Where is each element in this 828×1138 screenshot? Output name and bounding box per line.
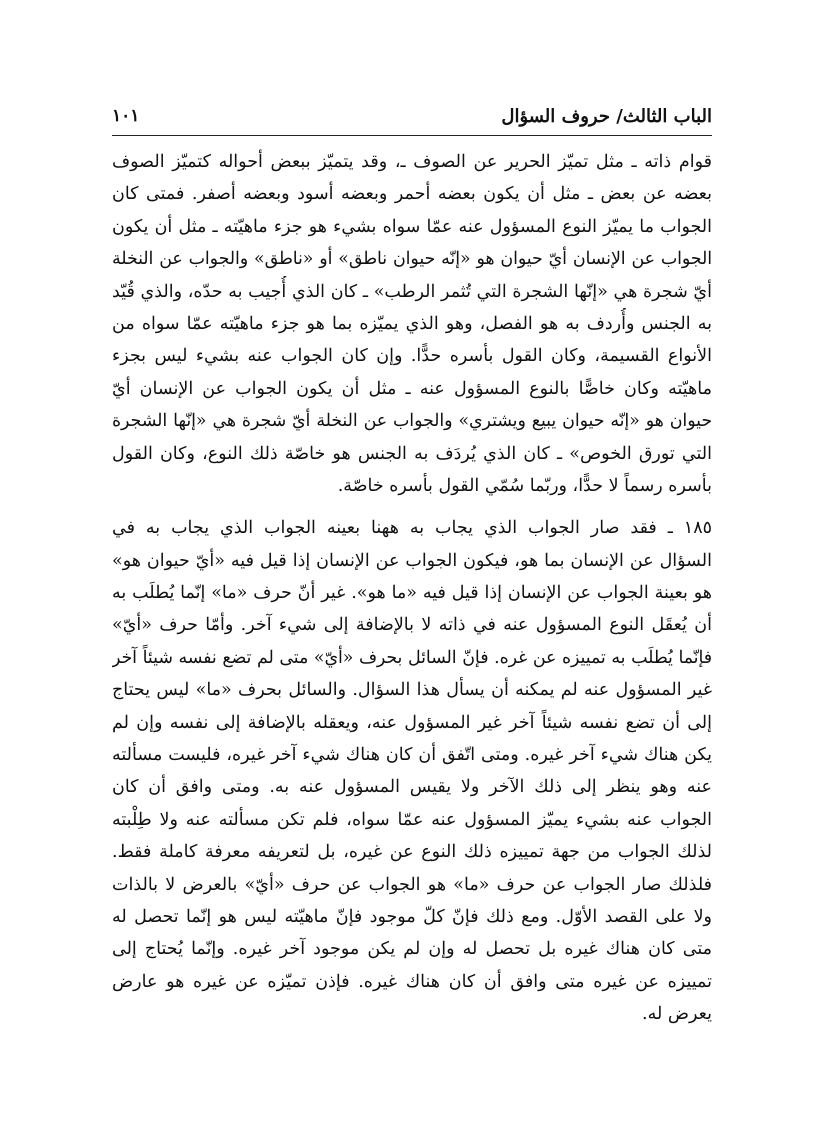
text-line: به الجنس وأُردف به هو الفصل، وهو الذي يميّزه بما هو جزء ماهيّته عمّا سواه من xyxy=(112,313,712,334)
text-line: الأنواع القسيمة، وكان القول بأسره حدًّا. وإن كان الجواب عنه بشيء ليس بجزء xyxy=(112,346,712,367)
text-line: غير المسؤول عنه لم يمكنه أن يسأل هذا السؤال. والسائل بحرف «ما» ليس يحتاج xyxy=(112,680,712,701)
header-rule xyxy=(112,135,712,136)
text-line: بعضه عن بعض ـ مثل أن يكون بعضه أحمر وبعضه أسود وبعضه أصفر. فمتى كان xyxy=(112,184,712,205)
text-line: بأسره رسماً لا حدًّا، وربّما سُمّي القول بأسره خاصّة. xyxy=(337,475,712,496)
body-text xyxy=(112,146,712,1031)
text-line: فلذلك صار الجواب عن حرف «ما» هو الجواب عن حرف «أيّ» بالعرض لا بالذات xyxy=(112,874,712,895)
text-line: إلى أن تضع نفسه شيئاً آخر غير المسؤول عنه، ويعقله بالإضافة إلى نفسه وإن لم xyxy=(112,712,712,733)
page-number: ١٠١ xyxy=(112,106,140,126)
text-line: متى كان هناك غيره بل تحصل له وإن لم يكن موجود آخر غيره. وإنّما يُحتاج إلى xyxy=(112,939,712,960)
text-line: الجواب ما يميّز النوع المسؤول عنه عمّا سواه بشيء هو جزء ماهيّته ـ مثل أن يكون xyxy=(112,216,712,237)
text-line: فإنّما يُطلَب به تمييزه عن غره. فإنّ السائل بحرف «أيّ» متى لم تضع نفسه شيئاً آخر xyxy=(112,647,712,668)
text-line: السؤال عن الإنسان بما هو، فيكون الجواب عن الإنسان إذا قيل فيه «أيّ حيوان هو» xyxy=(112,550,712,571)
text-line: ماهيّته وكان خاصًّا بالنوع المسؤول عنه ـ مثل أن يكون الجواب عن الإنسان أيّ xyxy=(112,378,712,399)
text-line: لذلك الجواب من جهة تمييزه ذلك النوع عن غيره، بل لتعريفه معرفة كاملة فقط. xyxy=(112,842,712,863)
text-line: أن يُعقَل النوع المسؤول عنه في ذاته لا بالإضافة إلى شيء آخر. وأمّا حرف «أيّ» xyxy=(112,615,712,636)
text-line: الجواب عنه بشيء يميّز المسؤول عنه عمّا سواه، فلم تكن مسألته عنه ولا طِلْبته xyxy=(112,809,712,830)
text-line: التي تورق الخوص» ـ كان الذي يُردَف به الجنس هو خاصّة ذلك النوع، وكان القول xyxy=(112,443,712,464)
text-line: قوام ذاته ـ مثل تميّز الحرير عن الصوف ـ، وقد يتميّز ببعض أحواله كتميّز الصوف xyxy=(112,152,712,172)
text-line: يعرض له. xyxy=(642,1004,712,1025)
paragraph-1 xyxy=(112,146,712,502)
paragraph-gap xyxy=(112,502,712,512)
paragraph-185 xyxy=(112,512,712,1030)
text-line: حيوان هو «إنّه حيوان يبيع ويشتري» والجواب عن النخلة أيّ شجرة هي «إنّها الشجرة xyxy=(112,411,712,432)
running-header xyxy=(112,100,712,132)
text-line: هو بعينة الجواب عن الإنسان إذا قيل فيه «ما هو». غير أنّ حرف «ما» إنّما يُطلَب به xyxy=(112,583,712,604)
text-line: ١٨٥ ـ فقد صار الجواب الذي يجاب به ههنا بعينه الجواب الذي يجاب به في xyxy=(112,518,712,539)
text-line: يكن هناك شيء آخر غيره. ومتى اتّفق أن كان هناك شيء آخر غيره، فليست مسألته xyxy=(112,745,712,766)
chapter-title: الباب الثالث/ حروف السؤال xyxy=(501,105,712,127)
text-line: تمييزه عن غيره متى وافق أن كان هناك غيره. فإذن تميّزه عن غيره هو عارض xyxy=(112,971,712,992)
text-line: عنه وهو ينظر إلى ذلك الآخر ولا يقيس المسؤول عنه به. ومتى وافق أن كان xyxy=(112,777,712,798)
text-line: أيّ شجرة هي «إنّها الشجرة التي تُثمر الرطب» ـ كان الذي أُجيب به حدّه، والذي قُيّد xyxy=(112,281,712,302)
text-line: الجواب عن الإنسان أيّ حيوان هو «إنّه حيوان ناطق» أو «ناطق» والجواب عن النخلة xyxy=(112,249,712,270)
text-line: ولا على القصد الأوّل. ومع ذلك فإنّ كلّ موجود فإنّ ماهيّته ليس هو إنّما تحصل له xyxy=(112,906,712,927)
